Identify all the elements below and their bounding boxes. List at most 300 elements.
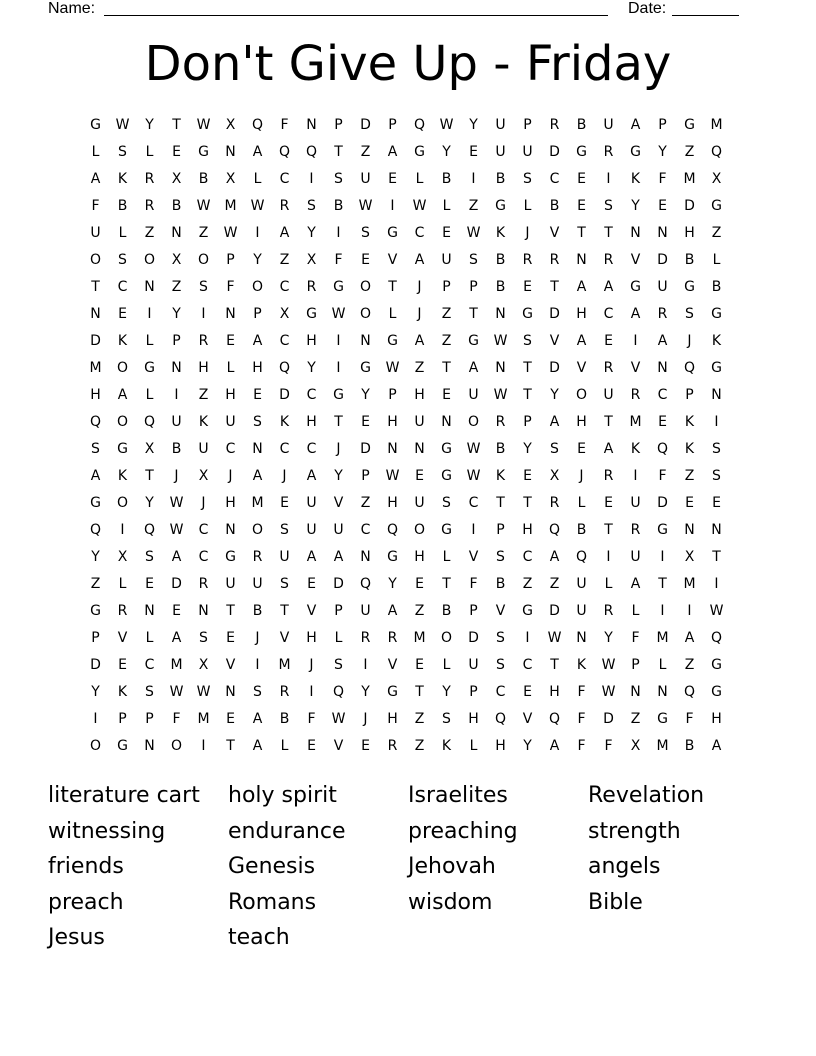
grid-cell: Z [90,576,101,592]
grid-cell: H [414,549,425,565]
grid-cell: L [280,738,289,754]
grid-cell: U [495,144,506,160]
grid-cell: T [280,603,289,619]
grid-cell: F [307,711,316,727]
grid-cell: V [279,630,290,646]
grid-cell: A [711,738,722,754]
grid-cell: T [91,279,100,295]
grid-cell: C [468,495,479,511]
grid-cell: R [198,333,209,349]
grid-cell: I [120,522,125,538]
grid-cell: P [172,333,181,349]
grid-cell: Q [143,522,156,538]
grid-cell: D [279,387,290,403]
grid-cell: R [603,360,614,376]
grid-cell: L [604,576,613,592]
header [48,0,748,20]
grid-cell: L [469,738,478,754]
grid-cell: C [306,441,317,457]
grid-cell: G [90,495,101,511]
grid-cell: G [414,144,425,160]
grid-cell: G [576,144,587,160]
grid-cell: K [117,684,128,700]
grid-cell: A [387,603,398,619]
grid-cell: B [117,198,128,214]
grid-cell: R [144,171,155,187]
grid-cell: E [685,495,694,511]
grid-cell: Z [684,468,695,484]
grid-cell: R [117,603,128,619]
grid-cell: U [630,495,641,511]
grid-cell: K [441,738,452,754]
grid-cell: C [522,549,533,565]
grid-cell: H [387,495,398,511]
grid-cell: F [631,630,640,646]
grid-cell: I [633,333,638,349]
grid-cell: A [252,711,263,727]
grid-cell: A [603,279,614,295]
word-item: witnessing [48,818,166,844]
grid-cell: N [684,522,695,538]
grid-cell: R [630,522,641,538]
grid-cell: V [630,360,641,376]
grid-cell: Y [442,684,451,700]
grid-cell: M [197,711,210,727]
grid-cell: L [145,333,154,349]
grid-cell: B [171,441,182,457]
grid-cell: E [658,198,667,214]
grid-cell: A [468,360,479,376]
grid-cell: L [523,198,532,214]
grid-cell: A [549,549,560,565]
grid-cell: P [658,117,667,133]
page-title: Don't Give Up - Friday [144,36,672,92]
grid-cell: R [306,279,317,295]
grid-cell: P [469,684,478,700]
grid-cell: Y [91,549,100,565]
grid-cell: T [415,684,424,700]
grid-cell: B [576,522,587,538]
grid-cell: C [414,225,425,241]
grid-cell: Z [549,576,560,592]
grid-cell: R [549,117,560,133]
grid-cell: K [576,657,587,673]
grid-cell: I [336,360,341,376]
grid-cell: T [226,603,235,619]
grid-cell: W [412,198,427,214]
grid-cell: G [90,117,101,133]
grid-cell: S [496,630,505,646]
grid-cell: G [333,279,344,295]
grid-cell: G [387,684,398,700]
grid-cell: H [306,414,317,430]
grid-cell: C [144,657,155,673]
grid-cell: G [306,306,317,322]
word-row [48,814,768,850]
grid-cell: E [415,576,424,592]
grid-cell: A [549,414,560,430]
grid-cell: E [388,171,397,187]
grid-cell: S [118,252,127,268]
grid-row [82,382,730,409]
grid-cell: W [196,117,211,133]
grid-cell: F [172,711,181,727]
grid-cell: E [118,657,127,673]
grid-cell: N [360,549,371,565]
grid-cell: P [442,279,451,295]
word-item: holy spirit [228,783,337,808]
grid-cell: N [306,117,317,133]
grid-cell: S [199,630,208,646]
grid-cell: A [90,468,101,484]
grid-cell: J [282,468,287,484]
grid-cell: U [495,117,506,133]
grid-cell: O [359,279,372,295]
grid-cell: A [333,549,344,565]
grid-cell: T [442,576,451,592]
grid-cell: K [711,333,722,349]
grid-cell: R [387,630,398,646]
grid-cell: U [225,576,236,592]
grid-cell: W [601,684,616,700]
grid-cell: L [334,630,343,646]
grid-cell: B [711,279,722,295]
grid-row [82,463,730,490]
grid-cell: T [442,360,451,376]
grid-cell: S [91,441,100,457]
grid-cell: K [630,171,641,187]
grid-cell: M [251,495,264,511]
grid-cell: X [117,549,128,565]
grid-cell: W [439,117,454,133]
word-item: endurance [228,818,346,844]
grid-cell: I [174,387,179,403]
grid-cell: S [496,549,505,565]
grid-cell: W [223,225,238,241]
grid-cell: N [414,441,425,457]
grid-cell: P [469,279,478,295]
grid-cell: Y [253,252,262,268]
grid-cell: F [685,711,694,727]
grid-cell: G [387,333,398,349]
grid-cell: C [279,279,290,295]
grid-cell: L [712,252,721,268]
word-item: literature cart [48,783,200,808]
grid-cell: L [388,306,397,322]
word-item: Israelites [408,783,508,808]
grid-cell: S [712,468,721,484]
grid-cell: R [522,252,533,268]
grid-cell: N [252,441,263,457]
grid-cell: H [90,387,101,403]
grid-cell: X [171,252,182,268]
grid-cell: A [252,333,263,349]
grid-cell: Z [414,603,425,619]
grid-cell: Z [198,387,209,403]
grid-cell: I [255,225,260,241]
grid-cell: D [333,576,344,592]
grid-cell: Y [91,684,100,700]
grid-cell: H [522,522,533,538]
grid-cell: U [252,576,263,592]
grid-cell: F [577,684,586,700]
grid-cell: X [171,171,182,187]
grid-cell: L [91,144,100,160]
grid-cell: B [495,279,506,295]
grid-cell: G [117,441,128,457]
grid-cell: Z [279,252,290,268]
grid-cell: N [90,306,101,322]
grid-cell: H [414,387,425,403]
grid-cell: P [334,117,343,133]
grid-cell: Z [360,144,371,160]
grid-cell: G [468,333,479,349]
grid-cell: U [171,414,182,430]
grid-cell: Y [145,117,154,133]
word-item: preach [48,889,124,915]
grid-cell: M [629,414,642,430]
grid-cell: Y [604,630,613,646]
grid-cell: X [144,441,155,457]
grid-cell: S [118,144,127,160]
grid-row [82,706,730,733]
grid-cell: L [118,225,127,241]
grid-cell: G [90,603,101,619]
grid-cell: Q [494,711,507,727]
word-row [48,920,768,956]
grid-cell: T [550,279,559,295]
grid-cell: I [309,684,314,700]
grid-cell: V [630,252,641,268]
grid-cell: S [307,198,316,214]
grid-cell: N [387,441,398,457]
grid-cell: E [415,468,424,484]
grid-cell: G [387,225,398,241]
grid-cell: P [631,657,640,673]
grid-cell: Z [360,495,371,511]
grid-cell: I [606,171,611,187]
grid-cell: E [307,576,316,592]
grid-cell: I [687,603,692,619]
grid-cell: O [359,306,372,322]
grid-cell: Z [684,144,695,160]
grid-row [82,652,730,679]
grid-cell: U [414,414,425,430]
grid-cell: N [630,225,641,241]
grid-cell: S [442,495,451,511]
grid-cell: A [252,738,263,754]
grid-cell: Y [550,387,559,403]
grid-cell: D [549,306,560,322]
grid-cell: N [495,306,506,322]
grid-cell: Z [711,225,722,241]
grid-cell: E [442,387,451,403]
grid-cell: E [226,711,235,727]
word-item: Jehovah [408,854,496,879]
grid-cell: A [657,333,668,349]
grid-cell: P [685,387,694,403]
grid-cell: D [657,252,668,268]
grid-cell: O [575,387,588,403]
grid-cell: O [251,279,264,295]
grid-cell: E [577,171,586,187]
grid-cell: Q [143,414,156,430]
grid-cell: B [549,198,560,214]
grid-cell: A [306,549,317,565]
grid-cell: Z [522,576,533,592]
grid-cell: A [306,468,317,484]
grid-cell: O [251,522,264,538]
grid-cell: S [442,711,451,727]
grid-cell: H [711,711,722,727]
grid-cell: B [252,603,263,619]
grid-cell: O [116,414,129,430]
grid-cell: H [387,711,398,727]
grid-cell: V [387,252,398,268]
grid-cell: Q [278,360,291,376]
grid-cell: G [144,360,155,376]
word-item: teach [228,925,290,950]
grid-cell: Q [305,144,318,160]
grid-cell: R [279,684,290,700]
grid-cell: I [201,306,206,322]
grid-cell: S [685,306,694,322]
grid-cell: R [657,306,668,322]
grid-cell: H [468,711,479,727]
grid-cell: F [658,171,667,187]
grid-cell: G [360,360,371,376]
grid-cell: N [630,684,641,700]
grid-cell: M [683,576,696,592]
grid-cell: B [198,171,209,187]
grid-cell: Q [683,360,696,376]
grid-cell: H [225,387,236,403]
grid-row [82,166,730,193]
grid-cell: Z [414,711,425,727]
grid-cell: W [115,117,130,133]
grid-cell: E [442,225,451,241]
grid-cell: O [89,252,102,268]
grid-cell: Z [171,279,182,295]
grid-cell: B [495,252,506,268]
grid-cell: I [363,657,368,673]
grid-cell: S [280,522,289,538]
grid-cell: N [171,225,182,241]
grid-cell: W [493,387,508,403]
grid-cell: D [603,711,614,727]
grid-cell: D [360,441,371,457]
grid-row [82,112,730,139]
grid-cell: U [603,387,614,403]
grid-cell: C [279,441,290,457]
grid-cell: Q [683,684,696,700]
grid-cell: E [523,468,532,484]
grid-cell: R [603,252,614,268]
grid-cell: A [630,117,641,133]
grid-cell: V [549,333,560,349]
grid-cell: G [522,603,533,619]
grid-cell: T [334,414,343,430]
grid-cell: W [493,333,508,349]
grid-cell: T [388,279,397,295]
grid-cell: H [306,630,317,646]
grid-cell: Z [630,711,641,727]
letter-grid [82,112,730,760]
grid-cell: N [711,522,722,538]
grid-cell: G [441,441,452,457]
grid-cell: D [90,657,101,673]
grid-cell: O [116,495,129,511]
grid-cell: F [577,738,586,754]
grid-row [82,571,730,598]
grid-cell: P [496,522,505,538]
grid-cell: A [630,306,641,322]
grid-cell: Y [442,144,451,160]
grid-cell: D [657,495,668,511]
grid-cell: Q [710,630,723,646]
grid-cell: A [171,549,182,565]
grid-cell: N [657,225,668,241]
grid-cell: T [604,522,613,538]
grid-cell: X [225,117,236,133]
name-line[interactable] [104,15,608,16]
grid-cell: T [658,576,667,592]
grid-cell: X [279,306,290,322]
grid-cell: U [441,252,452,268]
grid-cell: E [415,657,424,673]
grid-cell: B [495,441,506,457]
grid-cell: F [604,738,613,754]
grid-cell: B [279,711,290,727]
grid-cell: K [198,414,209,430]
grid-cell: L [145,144,154,160]
grid-cell: G [630,279,641,295]
grid-cell: Y [523,441,532,457]
grid-cell: W [466,225,481,241]
grid-cell: F [469,576,478,592]
grid-cell: K [495,468,506,484]
grid-cell: W [466,468,481,484]
grid-cell: X [198,468,209,484]
grid-cell: G [657,711,668,727]
grid-cell: U [576,603,587,619]
grid-cell: B [441,603,452,619]
grid-cell: R [630,387,641,403]
grid-cell: U [90,225,101,241]
grid-cell: D [549,144,560,160]
grid-cell: T [496,495,505,511]
grid-cell: G [630,144,641,160]
grid-row [82,679,730,706]
grid-cell: I [309,171,314,187]
grid-cell: X [225,171,236,187]
grid-cell: L [118,576,127,592]
grid-cell: V [549,225,560,241]
grid-cell: K [117,333,128,349]
grid-cell: S [280,576,289,592]
grid-cell: P [388,117,397,133]
grid-cell: E [226,333,235,349]
grid-cell: L [226,360,235,376]
grid-cell: S [334,657,343,673]
grid-cell: T [145,468,154,484]
grid-cell: G [711,198,722,214]
grid-cell: E [469,144,478,160]
grid-cell: W [547,630,562,646]
grid-cell: E [604,333,613,349]
grid-row [82,301,730,328]
date-line[interactable] [672,15,739,16]
